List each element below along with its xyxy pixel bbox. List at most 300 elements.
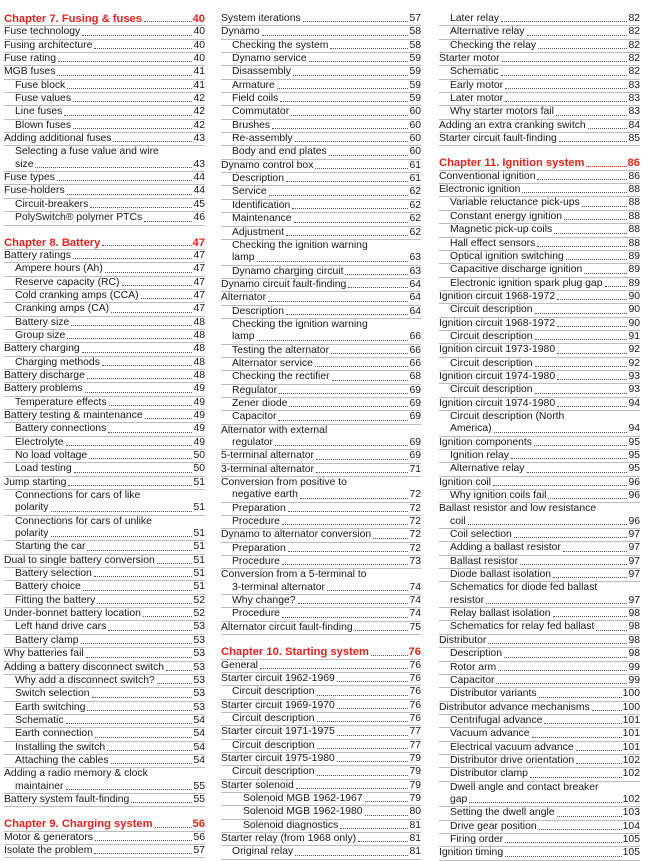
toc-entry[interactable] <box>221 200 421 213</box>
toc-entry[interactable] <box>439 398 640 411</box>
dot-leader <box>564 219 627 220</box>
toc-entry[interactable] <box>4 303 205 316</box>
toc-entry[interactable] <box>4 93 205 106</box>
toc-entry[interactable] <box>439 608 640 621</box>
toc-entry[interactable] <box>4 397 205 410</box>
toc-entry[interactable] <box>221 846 421 859</box>
toc-entry[interactable] <box>439 291 640 304</box>
toc-entry[interactable] <box>4 410 205 423</box>
entry-title: Earth connection <box>15 728 93 740</box>
page-number: 69 <box>409 397 421 409</box>
toc-entry[interactable] <box>4 120 205 133</box>
toc-entry[interactable] <box>4 635 205 648</box>
page-number: 51 <box>193 476 205 488</box>
toc-entry[interactable] <box>221 543 421 556</box>
entry-title: Blown fuses <box>15 119 72 131</box>
toc-entry[interactable] <box>221 160 421 173</box>
toc-entry[interactable] <box>439 264 640 277</box>
toc-entry[interactable] <box>4 66 205 79</box>
dot-leader <box>554 233 627 234</box>
toc-entry[interactable] <box>439 197 640 210</box>
toc-entry[interactable] <box>221 227 421 240</box>
toc-entry[interactable] <box>4 290 205 303</box>
page-number: 90 <box>628 304 640 316</box>
toc-entry[interactable] <box>221 411 421 424</box>
entry-title: Dynamo service <box>232 53 307 65</box>
toc-entry[interactable] <box>221 358 421 371</box>
toc-entry[interactable] <box>4 502 205 515</box>
toc-entry-continued[interactable] <box>4 146 205 158</box>
toc-entry[interactable] <box>4 742 205 755</box>
toc-entry[interactable] <box>4 343 205 356</box>
chapter-heading[interactable] <box>4 237 205 250</box>
toc-entry[interactable] <box>4 662 205 675</box>
toc-entry[interactable] <box>439 184 640 197</box>
page-number: 83 <box>628 79 640 91</box>
toc-entry[interactable] <box>221 306 421 319</box>
toc-entry[interactable] <box>221 766 421 779</box>
toc-entry-continued[interactable] <box>439 582 640 594</box>
toc-entry[interactable] <box>439 133 640 146</box>
toc-entry[interactable] <box>4 212 205 225</box>
toc-entry[interactable] <box>4 450 205 463</box>
toc-entry[interactable] <box>221 186 421 199</box>
toc-entry[interactable] <box>439 662 640 675</box>
toc-entry[interactable] <box>439 93 640 106</box>
entry-title: Ignition coil <box>439 476 491 488</box>
entry-title: Conversion from a 5-terminal to <box>221 569 367 581</box>
toc-entry[interactable] <box>221 713 421 726</box>
entry-title: Zener diode <box>232 397 288 409</box>
toc-entry[interactable] <box>221 213 421 226</box>
toc-entry[interactable] <box>439 211 640 224</box>
entry-title: Rotor arm <box>450 661 497 673</box>
dot-leader <box>530 777 622 778</box>
toc-entry[interactable] <box>221 106 421 119</box>
toc-entry[interactable] <box>439 702 640 715</box>
toc-entry[interactable] <box>221 173 421 186</box>
toc-entry[interactable] <box>221 385 421 398</box>
toc-entry[interactable] <box>4 832 205 845</box>
toc-entry[interactable] <box>221 673 421 686</box>
page-number: 56 <box>193 831 205 843</box>
toc-entry[interactable] <box>221 437 421 450</box>
toc-entry[interactable] <box>221 820 421 833</box>
toc-entry[interactable] <box>4 317 205 330</box>
toc-entry[interactable] <box>221 740 421 753</box>
entry-title: Capacitive discharge ignition <box>450 264 583 276</box>
toc-entry[interactable] <box>439 728 640 741</box>
page-number: 58 <box>409 26 421 38</box>
toc-entry[interactable] <box>221 660 421 673</box>
dot-leader <box>584 273 627 274</box>
toc-entry[interactable] <box>4 581 205 594</box>
toc-entry[interactable] <box>4 133 205 146</box>
entry-title: Diode ballast isolation <box>450 569 552 581</box>
toc-entry[interactable] <box>439 569 640 582</box>
dot-leader <box>295 141 409 142</box>
page-number: 80 <box>409 806 421 818</box>
toc-entry[interactable] <box>4 277 205 290</box>
dot-leader <box>337 681 409 682</box>
dot-leader <box>296 788 409 789</box>
toc-entry[interactable] <box>4 728 205 741</box>
dot-leader <box>87 378 193 379</box>
page-number: 60 <box>409 106 421 118</box>
page-number: 88 <box>628 237 640 249</box>
toc-entry[interactable] <box>4 26 205 39</box>
toc-entry[interactable] <box>221 806 421 819</box>
toc-entry[interactable] <box>4 541 205 554</box>
toc-entry-continued[interactable] <box>221 425 421 437</box>
toc-entry[interactable] <box>4 357 205 370</box>
toc-entry-continued[interactable] <box>4 516 205 528</box>
toc-entry[interactable] <box>439 675 640 688</box>
entry-title: Selecting a fuse value and wire <box>15 146 159 158</box>
toc-entry[interactable] <box>439 768 640 781</box>
toc-entry[interactable] <box>439 755 640 768</box>
entry-title: Starter circuit 1971-1975 <box>221 726 335 738</box>
dot-leader <box>292 208 408 209</box>
entry-title: Chapter 10. Starting system <box>221 646 369 659</box>
entry-title: Adjustment <box>232 226 284 238</box>
page-number: 59 <box>409 66 421 78</box>
page-number: 82 <box>628 13 640 24</box>
toc-entry[interactable] <box>439 648 640 661</box>
dot-leader <box>90 207 192 208</box>
toc-entry[interactable] <box>4 185 205 198</box>
dot-leader <box>486 603 627 604</box>
toc-entry[interactable] <box>4 463 205 476</box>
toc-entry-continued[interactable] <box>4 490 205 502</box>
dot-leader <box>111 763 193 764</box>
toc-entry[interactable] <box>221 40 421 53</box>
toc-entry[interactable] <box>439 384 640 397</box>
toc-entry[interactable] <box>4 437 205 450</box>
chapter-heading[interactable] <box>4 13 205 26</box>
toc-entry[interactable] <box>439 318 640 331</box>
dot-leader <box>592 710 622 711</box>
toc-entry[interactable] <box>439 371 640 384</box>
entry-title: Solenoid MGB 1962-1967 <box>243 792 363 804</box>
page-number: 60 <box>409 146 421 158</box>
toc-entry[interactable] <box>439 437 640 450</box>
dot-leader <box>82 352 193 353</box>
toc-entry[interactable] <box>4 106 205 119</box>
toc-entry[interactable] <box>221 833 421 846</box>
toc-entry-continued[interactable] <box>4 768 205 780</box>
entry-title: Starting the car <box>15 541 86 553</box>
toc-entry[interactable] <box>221 595 421 608</box>
toc-entry[interactable] <box>439 66 640 79</box>
toc-entry[interactable] <box>4 370 205 383</box>
dot-leader <box>559 141 628 142</box>
toc-entry[interactable] <box>4 781 205 794</box>
entry-title: Vacuum advance <box>450 728 530 740</box>
page-number: 94 <box>628 423 640 435</box>
toc-entry[interactable] <box>221 556 421 569</box>
page-number: 97 <box>628 555 640 567</box>
chapter-heading[interactable] <box>4 818 205 831</box>
toc-entry[interactable] <box>221 80 421 93</box>
toc-entry[interactable] <box>221 371 421 384</box>
entry-title: Procedure <box>232 608 280 620</box>
toc-entry[interactable] <box>221 331 421 344</box>
entry-title: Alternator circuit fault-finding <box>221 621 353 633</box>
toc-entry[interactable] <box>4 423 205 436</box>
toc-entry[interactable] <box>221 398 421 411</box>
toc-entry[interactable] <box>4 715 205 728</box>
toc-entry[interactable] <box>439 331 640 344</box>
page-number: 88 <box>628 210 640 222</box>
dot-leader <box>92 697 193 698</box>
entry-title: Dynamo charging circuit <box>232 265 344 277</box>
toc-entry[interactable] <box>221 345 421 358</box>
page-number: 88 <box>628 197 640 209</box>
page-number: 43 <box>193 133 205 145</box>
toc-entry[interactable] <box>221 700 421 713</box>
toc-entry[interactable] <box>221 66 421 79</box>
toc-entry[interactable] <box>221 753 421 766</box>
toc-entry[interactable] <box>439 238 640 251</box>
page-number: 71 <box>409 463 421 475</box>
entry-title: resistor <box>450 594 485 606</box>
dot-leader <box>51 511 193 512</box>
toc-entry-continued[interactable] <box>439 503 640 515</box>
entry-title: Circuit description <box>450 384 533 396</box>
toc-entry[interactable] <box>439 742 640 755</box>
toc-entry-continued[interactable] <box>221 319 421 331</box>
toc-entry[interactable] <box>439 13 640 26</box>
entry-title: gap <box>450 793 468 805</box>
toc-entry[interactable] <box>221 450 421 463</box>
page-number: 66 <box>409 331 421 343</box>
dot-leader <box>102 365 193 366</box>
toc-entry-continued[interactable] <box>221 240 421 252</box>
toc-entry[interactable] <box>4 648 205 661</box>
toc-entry[interactable] <box>4 755 205 768</box>
toc-entry[interactable] <box>4 53 205 66</box>
page-number: 66 <box>409 344 421 356</box>
toc-entry[interactable] <box>221 120 421 133</box>
dot-leader <box>280 101 408 102</box>
toc-entry[interactable] <box>221 529 421 542</box>
page-number: 54 <box>193 728 205 740</box>
entry-title: Fusing architecture <box>4 39 93 51</box>
page-number: 72 <box>409 542 421 554</box>
toc-entry[interactable] <box>4 383 205 396</box>
dot-leader <box>365 815 409 816</box>
dot-leader <box>505 101 627 102</box>
entry-title: Original relay <box>232 846 294 858</box>
entry-title: Preparation <box>232 542 286 554</box>
toc-entry[interactable] <box>439 595 640 608</box>
toc-entry[interactable] <box>4 595 205 608</box>
toc-entry[interactable] <box>221 686 421 699</box>
toc-entry[interactable] <box>4 555 205 568</box>
page-number: 104 <box>622 820 640 832</box>
toc-entry[interactable] <box>439 463 640 476</box>
entry-title: Starter circuit 1962-1969 <box>221 672 335 684</box>
toc-entry[interactable] <box>4 172 205 185</box>
toc-entry[interactable] <box>4 80 205 93</box>
dot-leader <box>279 393 408 394</box>
toc-entry[interactable] <box>221 516 421 529</box>
toc-entry[interactable] <box>439 40 640 53</box>
toc-entry[interactable] <box>439 358 640 371</box>
toc-entry-continued[interactable] <box>439 411 640 423</box>
dot-leader <box>557 406 627 407</box>
toc-entry[interactable] <box>221 26 421 39</box>
toc-entry[interactable] <box>4 794 205 807</box>
toc-entry[interactable] <box>439 224 640 237</box>
toc-entry[interactable] <box>439 542 640 555</box>
toc-entry[interactable] <box>4 330 205 343</box>
dot-leader <box>317 748 409 749</box>
toc-entry[interactable] <box>4 477 205 490</box>
toc-entry[interactable] <box>439 529 640 542</box>
toc-entry[interactable] <box>4 688 205 701</box>
dot-leader <box>303 21 409 22</box>
toc-entry[interactable] <box>221 266 421 279</box>
toc-entry[interactable] <box>439 688 640 701</box>
toc-entry[interactable] <box>4 608 205 621</box>
entry-title: Ignition circuit 1974-1980 <box>439 370 556 382</box>
toc-entry[interactable] <box>221 133 421 146</box>
toc-entry[interactable] <box>4 199 205 212</box>
toc-entry[interactable] <box>221 780 421 793</box>
toc-entry[interactable] <box>221 464 421 477</box>
entry-title: Later motor <box>450 93 504 105</box>
toc-entry[interactable] <box>221 489 421 502</box>
dot-leader <box>527 35 628 36</box>
page-number: 64 <box>409 305 421 317</box>
dot-leader <box>66 789 193 790</box>
toc-entry[interactable] <box>439 490 640 503</box>
entry-title: 5-terminal alternator <box>221 450 314 462</box>
entry-title: Line fuses <box>15 106 63 118</box>
page-number: 103 <box>622 807 640 819</box>
entry-title: Dynamo circuit fault-finding <box>221 278 347 290</box>
entry-title: Cold cranking amps (CCA) <box>15 289 139 301</box>
toc-entry[interactable] <box>439 847 640 860</box>
toc-entry[interactable] <box>4 528 205 541</box>
toc-entry[interactable] <box>221 608 421 621</box>
toc-entry[interactable] <box>221 53 421 66</box>
toc-entry[interactable] <box>439 304 640 317</box>
toc-entry[interactable] <box>221 279 421 292</box>
toc-entry[interactable] <box>439 715 640 728</box>
chapter-heading[interactable] <box>439 157 640 170</box>
toc-entry[interactable] <box>439 807 640 820</box>
toc-entry[interactable] <box>4 263 205 276</box>
dot-leader <box>291 115 408 116</box>
toc-entry[interactable] <box>221 93 421 106</box>
page-number: 76 <box>408 646 421 659</box>
toc-entry[interactable] <box>439 26 640 39</box>
page-number: 95 <box>628 436 640 448</box>
toc-entry[interactable] <box>439 171 640 184</box>
toc-entry[interactable] <box>4 40 205 53</box>
dot-leader <box>257 340 409 341</box>
page-number: 82 <box>628 26 640 38</box>
page-number: 69 <box>409 450 421 462</box>
toc-entry-continued[interactable] <box>221 477 421 489</box>
dot-leader <box>74 472 193 473</box>
toc-entry[interactable] <box>439 635 640 648</box>
dot-leader <box>300 498 409 499</box>
entry-title: maintainer <box>15 780 64 792</box>
toc-entry[interactable] <box>4 621 205 634</box>
toc-entry[interactable] <box>439 516 640 529</box>
entry-title: America) <box>450 423 492 435</box>
dot-leader <box>85 392 193 393</box>
entry-title: Checking the ignition warning <box>232 239 368 251</box>
toc-entry[interactable] <box>439 344 640 357</box>
toc-entry[interactable] <box>439 794 640 807</box>
toc-entry[interactable] <box>221 292 421 305</box>
dot-leader <box>504 657 627 658</box>
entry-title: Circuit description <box>232 766 315 778</box>
toc-entry[interactable] <box>4 568 205 581</box>
page-number: 48 <box>193 316 205 328</box>
toc-entry[interactable] <box>439 821 640 834</box>
toc-entry[interactable] <box>439 834 640 847</box>
page-number: 51 <box>193 502 205 514</box>
entry-title: Earth switching <box>15 701 86 713</box>
toc-entry-continued[interactable] <box>221 569 421 581</box>
toc-entry[interactable] <box>221 252 421 265</box>
dot-leader <box>87 710 192 711</box>
toc-entry[interactable] <box>439 120 640 133</box>
chapter-heading[interactable] <box>221 646 421 659</box>
entry-title: Battery system fault-finding <box>4 793 130 805</box>
page-number: 93 <box>628 370 640 382</box>
page-number: 43 <box>193 158 205 170</box>
toc-entry[interactable] <box>4 675 205 688</box>
toc-entry[interactable] <box>439 278 640 291</box>
toc-entry[interactable] <box>4 159 205 172</box>
toc-entry[interactable] <box>221 793 421 806</box>
toc-entry[interactable] <box>439 53 640 66</box>
toc-entry[interactable] <box>221 582 421 595</box>
toc-entry[interactable] <box>439 450 640 463</box>
entry-title: Coil selection <box>450 529 512 541</box>
entry-title: Capacitor <box>232 411 277 423</box>
toc-entry[interactable] <box>4 702 205 715</box>
dot-leader <box>66 723 193 724</box>
toc-entry[interactable] <box>439 423 640 436</box>
toc-entry[interactable] <box>4 250 205 263</box>
toc-entry[interactable] <box>439 106 640 119</box>
entry-title: Ignition circuit 1968-1972 <box>439 317 556 329</box>
toc-entry[interactable] <box>439 621 640 634</box>
toc-entry[interactable] <box>221 146 421 159</box>
toc-entry[interactable] <box>4 845 205 858</box>
toc-entry[interactable] <box>221 622 421 635</box>
toc-entry[interactable] <box>221 503 421 516</box>
toc-entry[interactable] <box>439 251 640 264</box>
entry-title: Brushes <box>232 119 271 131</box>
dot-leader <box>57 75 192 76</box>
entry-title: Fuse values <box>15 93 72 105</box>
toc-entry[interactable] <box>439 80 640 93</box>
toc-entry[interactable] <box>439 477 640 490</box>
toc-entry[interactable] <box>221 13 421 26</box>
toc-entry-continued[interactable] <box>439 782 640 794</box>
toc-entry[interactable] <box>439 556 640 569</box>
toc-entry[interactable] <box>221 726 421 739</box>
